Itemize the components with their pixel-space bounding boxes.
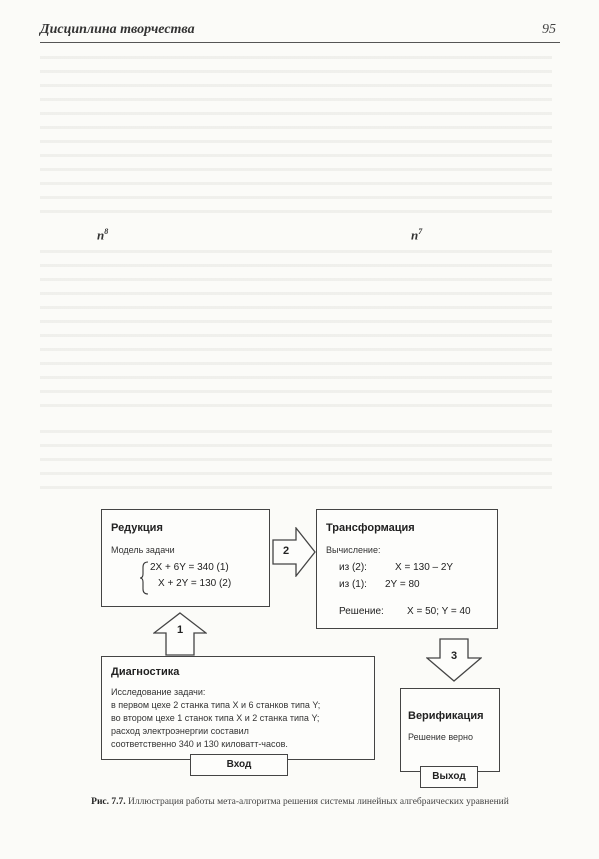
calc-line-2-expr: 2Y = 80 (385, 579, 420, 590)
reduction-title: Редукция (111, 522, 163, 534)
math-mark-n8 (97, 227, 108, 243)
math-mark-base: n (411, 227, 419, 243)
faded-text-block (40, 430, 552, 500)
diagnostics-line: соответственно 340 и 130 киловатт-часов. (111, 739, 288, 749)
diagnostics-line: во втором цехе 1 станок типа X и 2 станка типа Y; (111, 713, 320, 723)
verification-result: Решение верно (408, 732, 474, 742)
faded-text-block (40, 250, 552, 418)
diagnostics-title: Диагностика (111, 666, 180, 678)
verification-title: Верификация (408, 710, 484, 722)
diagnostics-line: расход электроэнергии составил (111, 726, 249, 736)
running-title: Дисциплина творчества (40, 22, 195, 37)
diagnostics-box (101, 656, 375, 760)
equation-1: 2X + 6Y = 340 (1) (150, 562, 229, 573)
diagnostics-line: в первом цехе 2 станка типа X и 6 станков типа Y; (111, 700, 321, 710)
arrow-3-label: 3 (450, 650, 458, 662)
math-mark-base: n (97, 227, 105, 243)
diagnostics-line: Исследование задачи: (111, 687, 206, 697)
equation-2: X + 2Y = 130 (2) (158, 578, 232, 589)
transformation-title: Трансформация (326, 522, 415, 534)
running-head (40, 20, 560, 43)
transformation-box (316, 509, 498, 629)
calc-line-1-prefix: из (2): (339, 562, 367, 573)
math-mark-exponent: 8 (104, 227, 109, 236)
faded-text-block (40, 56, 552, 214)
input-label-box: Вход (190, 754, 288, 776)
solution-label: Решение: (339, 606, 384, 617)
math-mark-exponent: 7 (418, 227, 423, 236)
reduction-box (101, 509, 270, 607)
calc-line-1-expr: X = 130 – 2Y (395, 562, 454, 573)
arrow-2-label: 2 (282, 545, 290, 557)
verification-box (400, 688, 500, 772)
caption-text: Иллюстрация работы мета-алгоритма решения системы линейных алгебраических уравнений (128, 797, 509, 807)
page-number: 95 (542, 22, 556, 37)
caption-label: Рис. 7.7. (91, 797, 126, 807)
arrow-1-label: 1 (176, 624, 184, 636)
math-mark-n7 (411, 227, 422, 243)
system-brace (140, 561, 150, 595)
figure-caption (80, 796, 520, 808)
calc-line-2-prefix: из (1): (339, 579, 367, 590)
calculation-label: Вычисление: (326, 545, 381, 555)
solution-values: X = 50; Y = 40 (407, 606, 471, 617)
output-label-box: Выход (420, 766, 478, 788)
model-label: Модель задачи (111, 545, 175, 555)
